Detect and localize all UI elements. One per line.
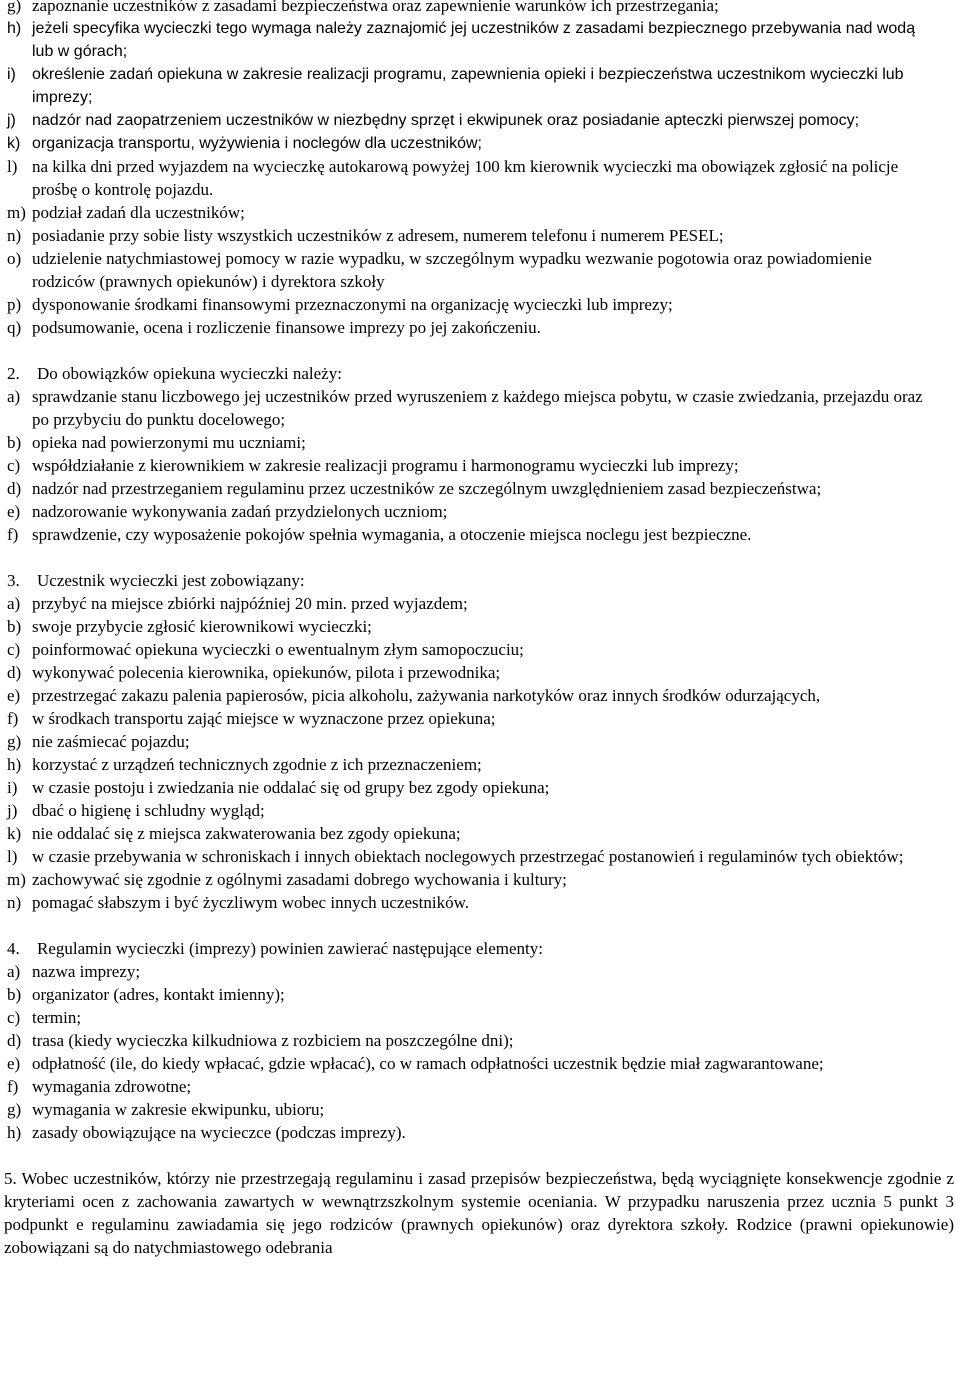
list-marker: g) [7, 0, 22, 15]
list-item [0, 615, 960, 638]
list-marker: e) [7, 686, 21, 705]
list-item [0, 431, 960, 454]
list-item-text: zachowywać się zgodnie z ogólnymi zasadami dobrego wychowania i kultury; [32, 870, 567, 889]
list-item-text: podsumowanie, ocena i rozliczenie finansowe imprezy po jej zakończeniu. [32, 318, 541, 337]
list-item [0, 868, 960, 891]
list-marker: d) [7, 1031, 22, 1050]
list-item [0, 523, 960, 546]
list-marker: l) [7, 157, 18, 176]
list-item [0, 17, 960, 63]
list-marker: h) [7, 20, 22, 37]
list-marker: m) [7, 870, 26, 889]
list-marker: k) [7, 135, 21, 152]
list-item [0, 293, 960, 316]
section-4-list [0, 960, 960, 1144]
list-item-text: pomagać słabszym i być życzliwym wobec innych uczestników. [32, 893, 469, 912]
list-item [0, 109, 960, 132]
list-marker: q) [7, 318, 22, 337]
list-item [0, 776, 960, 799]
list-item-text: sprawdzanie stanu liczbowego jej uczestników przed wyruszeniem z każdego miejsca pobytu, w czasie zwiedzania, przejazdu oraz po przybyciu do punktu docelowego; [32, 387, 923, 429]
list-item [0, 1029, 960, 1052]
list-item [0, 960, 960, 983]
section-number: 2. [7, 364, 20, 383]
section-2-list [0, 385, 960, 546]
list-item-text: posiadanie przy sobie listy wszystkich uczestników z adresem, numerem telefonu i numerem PESEL; [32, 226, 724, 245]
list-item-text: w czasie postoju i zwiedzania nie oddalać się od grupy bez zgody opiekuna; [32, 778, 550, 797]
list-item [0, 224, 960, 247]
list-item [0, 201, 960, 224]
section-3-heading [0, 569, 960, 592]
list-item-text: organizacja transportu, wyżywienia i noclegów dla uczestników; [32, 135, 482, 152]
list-item-text: wymagania zdrowotne; [32, 1077, 192, 1096]
list-item-text: udzielenie natychmiastowej pomocy w razie wypadku, w szczególnym wypadku wezwanie pogotowia oraz powiadomienie rodziców (prawnych opiekunów) i dyrektora szkoły [32, 249, 872, 291]
section-1-list [0, 0, 960, 339]
list-item-text: przestrzegać zakazu palenia papierosów, picia alkoholu, zażywania narkotyków oraz innych środków odurzających, [32, 686, 821, 705]
list-item [0, 1052, 960, 1075]
list-item [0, 753, 960, 776]
list-item [0, 454, 960, 477]
list-item-text: dbać o higienę i schludny wygląd; [32, 801, 265, 820]
list-marker: f) [7, 525, 19, 544]
list-marker: c) [7, 456, 21, 475]
list-item-text: nadzór nad przestrzeganiem regulaminu przez uczestników ze szczególnym uwzględnieniem zasad bezpieczeństwa; [32, 479, 822, 498]
list-marker: p) [7, 295, 22, 314]
list-marker: n) [7, 226, 22, 245]
list-item-text: podział zadań dla uczestników; [32, 203, 245, 222]
list-marker: i) [7, 778, 18, 797]
list-marker: c) [7, 1008, 21, 1027]
list-item-text: wykonywać polecenia kierownika, opiekunów, pilota i przewodnika; [32, 663, 501, 682]
list-item-text: określenie zadań opiekuna w zakresie realizacji programu, zapewnienia opieki i bezpieczeństwa uczestnikom wycieczki lub imprezy; [32, 66, 904, 106]
list-item-text: termin; [32, 1008, 82, 1027]
list-marker: e) [7, 502, 21, 521]
section-heading-text: Uczestnik wycieczki jest zobowiązany: [37, 571, 305, 590]
list-item-text: nadzór nad zaopatrzeniem uczestników w niezbędny sprzęt i ekwipunek oraz posiadanie apteczki pierwszej pomocy; [32, 112, 860, 129]
list-item [0, 822, 960, 845]
list-item [0, 592, 960, 615]
list-marker: b) [7, 617, 22, 636]
list-item-text: nazwa imprezy; [32, 962, 141, 981]
list-marker: g) [7, 732, 22, 751]
section-4-heading [0, 937, 960, 960]
list-item [0, 155, 960, 201]
list-item-text: swoje przybycie zgłosić kierownikowi wycieczki; [32, 617, 372, 636]
list-item [0, 707, 960, 730]
list-item [0, 1121, 960, 1144]
list-item-text: współdziałanie z kierownikiem w zakresie realizacji programu i harmonogramu wycieczki lub imprezy; [32, 456, 739, 475]
list-marker: a) [7, 594, 21, 613]
list-marker: d) [7, 663, 22, 682]
list-marker: j) [7, 112, 16, 129]
list-item [0, 63, 960, 109]
section-2-heading [0, 362, 960, 385]
list-marker: a) [7, 962, 21, 981]
list-item-text: trasa (kiedy wycieczka kilkudniowa z rozbiciem na poszczególne dni); [32, 1031, 514, 1050]
list-item-text: nie oddalać się z miejsca zakwaterowania bez zgody opiekuna; [32, 824, 461, 843]
section-3-list [0, 592, 960, 914]
list-item-text: organizator (adres, kontakt imienny); [32, 985, 285, 1004]
list-item-text: w czasie przebywania w schroniskach i innych obiektach noclegowych przestrzegać postanowień i regulaminów tych obiektów; [32, 847, 904, 866]
list-item-text: przybyć na miejsce zbiórki najpóźniej 20 min. przed wyjazdem; [32, 594, 468, 613]
list-marker: k) [7, 824, 22, 843]
list-marker: h) [7, 1123, 22, 1142]
section-heading-text: Regulamin wycieczki (imprezy) powinien zawierać następujące elementy: [37, 939, 543, 958]
list-marker: n) [7, 893, 22, 912]
list-item [0, 684, 960, 707]
list-item-text: na kilka dni przed wyjazdem na wycieczkę autokarową powyżej 100 km kierownik wycieczki ma obowiązek zgłosić na policje prośbę o kontrolę pojazdu. [32, 157, 899, 199]
list-item [0, 891, 960, 914]
list-item-text: opieka nad powierzonymi mu uczniami; [32, 433, 306, 452]
list-item-text: jeżeli specyfika wycieczki tego wymaga należy zaznajomić jej uczestników z zasadami bezpiecznego przebywania nad wodą lub w górach; [32, 20, 916, 60]
list-marker: a) [7, 387, 21, 406]
section-number: 3. [7, 571, 20, 590]
list-marker: l) [7, 847, 18, 866]
list-item-text: nie zaśmiecać pojazdu; [32, 732, 190, 751]
list-item [0, 247, 960, 293]
list-item [0, 500, 960, 523]
list-item [0, 0, 960, 17]
list-marker: o) [7, 249, 22, 268]
list-marker: i) [7, 66, 16, 83]
list-marker: b) [7, 433, 22, 452]
list-item-text: zasady obowiązujące na wycieczce (podczas imprezy). [32, 1123, 406, 1142]
list-marker: j) [7, 801, 18, 820]
section-number: 4. [7, 939, 20, 958]
list-marker: m) [7, 203, 26, 222]
list-marker: b) [7, 985, 22, 1004]
list-item [0, 477, 960, 500]
list-marker: f) [7, 1077, 19, 1096]
list-marker: h) [7, 755, 22, 774]
list-marker: f) [7, 709, 19, 728]
list-item [0, 638, 960, 661]
list-item [0, 730, 960, 753]
list-item-text: w środkach transportu zająć miejsce w wyznaczone przez opiekuna; [32, 709, 496, 728]
list-item-text: wymagania w zakresie ekwipunku, ubioru; [32, 1100, 325, 1119]
section-5-paragraph: 5. Wobec uczestników, którzy nie przestrzegają regulaminu i zasad przepisów bezpieczeństwa, będą wyciągnięte konsekwencje zgodnie z kryteriami ocen z zachowania zawartych w wewnątrzszkolnym systemie oceniania. W przypadku naruszenia przez ucznia 5 punkt 3 podpunkt e regulaminu zawiadamia się jego rodziców (prawnych opiekunów) oraz dyrektora szkoły. Rodzice (prawni opiekunowie) zobowiązani są do natychmiastowego odebrania [4, 1169, 954, 1257]
list-item-text: zapoznanie uczestników z zasadami bezpieczeństwa oraz zapewnienie warunków ich przestrzegania; [32, 0, 719, 15]
list-item-text: poinformować opiekuna wycieczki o ewentualnym złym samopoczuciu; [32, 640, 524, 659]
list-item [0, 1006, 960, 1029]
list-marker: g) [7, 1100, 22, 1119]
list-item [0, 799, 960, 822]
list-marker: d) [7, 479, 22, 498]
list-marker: e) [7, 1054, 21, 1073]
list-item [0, 983, 960, 1006]
list-item-text: dysponowanie środkami finansowymi przeznaczonymi na organizację wycieczki lub imprezy; [32, 295, 673, 314]
list-item [0, 316, 960, 339]
list-marker: c) [7, 640, 21, 659]
list-item-text: korzystać z urządzeń technicznych zgodnie z ich przeznaczeniem; [32, 755, 482, 774]
list-item [0, 1098, 960, 1121]
list-item [0, 385, 960, 431]
list-item [0, 1075, 960, 1098]
list-item [0, 132, 960, 155]
list-item-text: odpłatność (ile, do kiedy wpłacać, gdzie wpłacać), co w ramach odpłatności uczestnik będzie miał zagwarantowane; [32, 1054, 824, 1073]
list-item [0, 845, 960, 868]
list-item-text: sprawdzenie, czy wyposażenie pokojów spełnia wymagania, a otoczenie miejsca noclegu jest bezpieczne. [32, 525, 752, 544]
list-item-text: nadzorowanie wykonywania zadań przydzielonych uczniom; [32, 502, 448, 521]
section-heading-text: Do obowiązków opiekuna wycieczki należy: [37, 364, 342, 383]
list-item [0, 661, 960, 684]
